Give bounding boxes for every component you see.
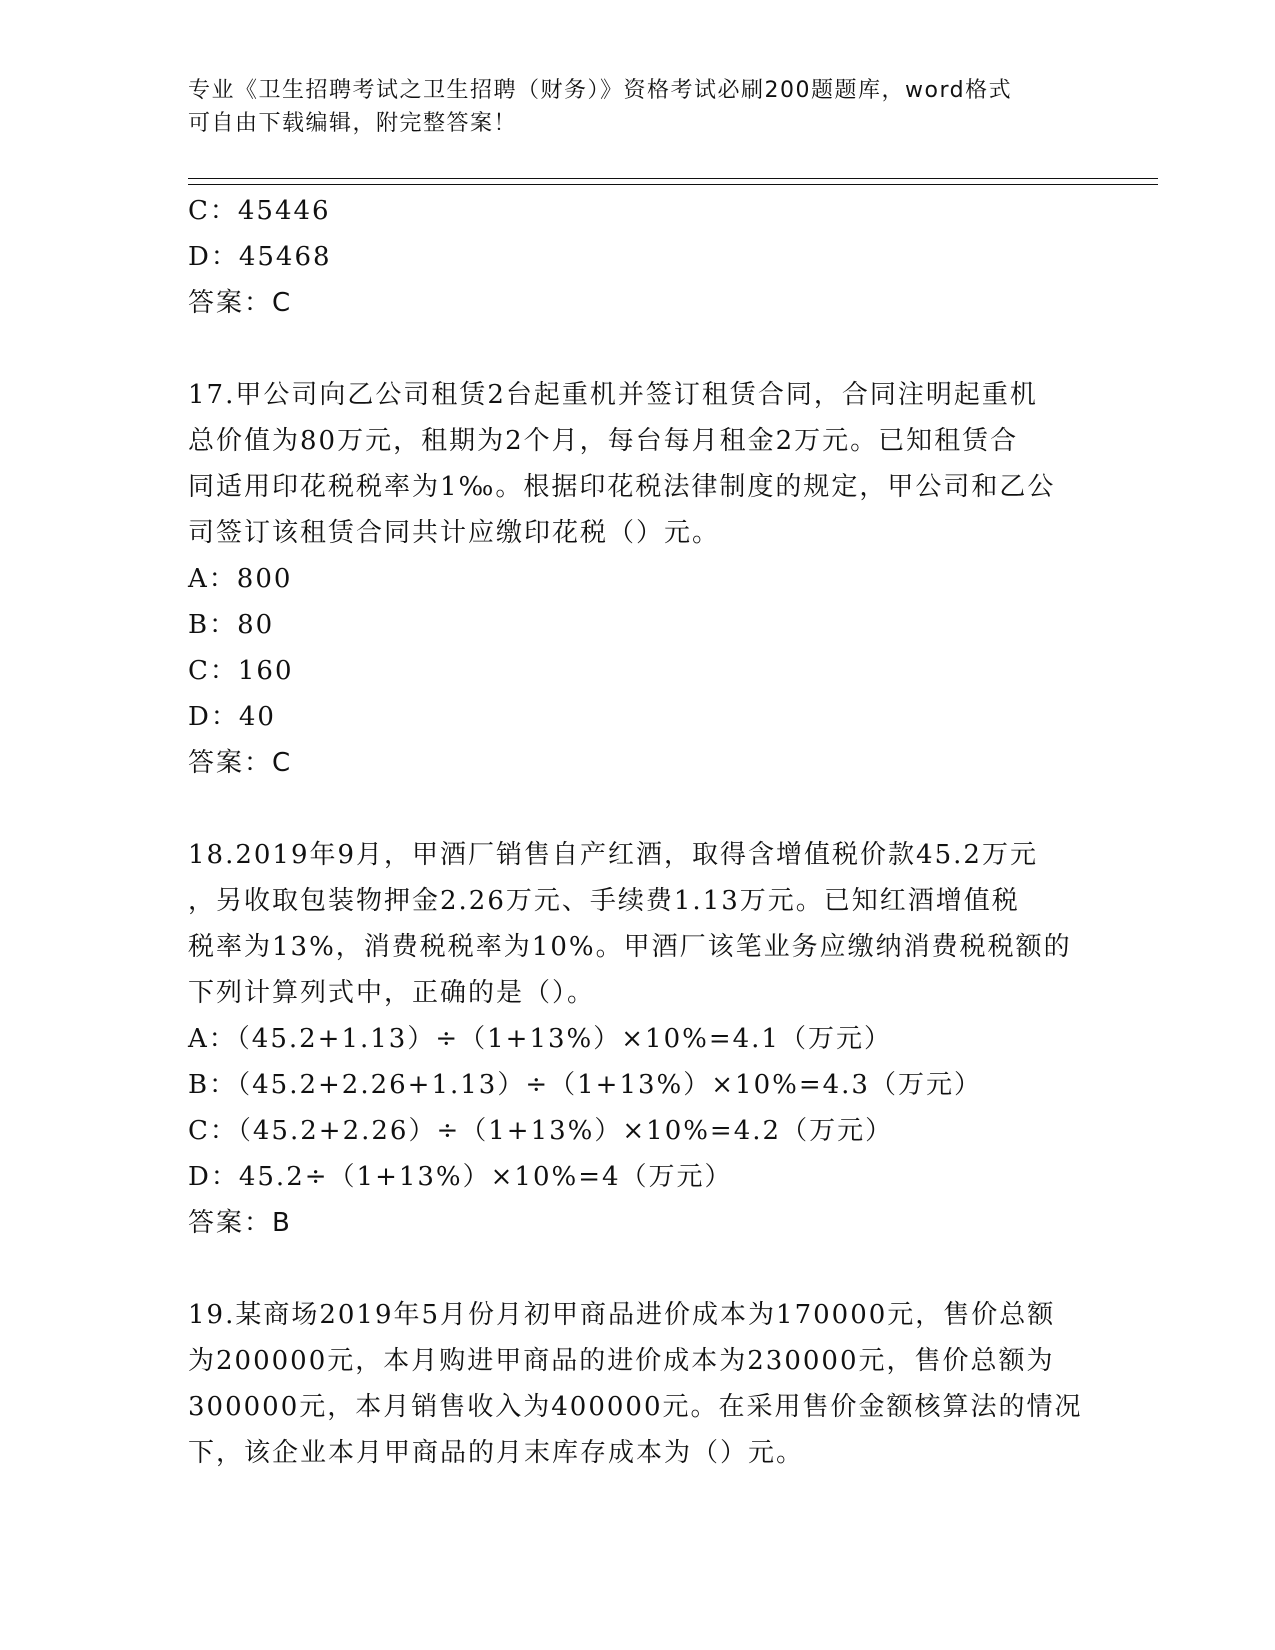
question-stem-line: 下，该企业本月甲商品的月末库存成本为（）元。	[188, 1438, 805, 1468]
header-divider-bottom	[188, 184, 1158, 185]
option-c: C：（45.2+2.26）÷（1+13%）×10%=4.2（万元）	[188, 1116, 894, 1146]
question-stem-line: 同适用印花税税率为1‰。根据印花税法律制度的规定，甲公司和乙公	[188, 472, 1056, 502]
header-title-line-1: 专业《卫生招聘考试之卫生招聘（财务）》资格考试必刷200题题库，word格式	[188, 78, 1013, 103]
option-c: C：160	[188, 656, 294, 686]
answer-line: 答案：C	[188, 748, 293, 778]
question-stem-line: 税率为13%，消费税税率为10%。甲酒厂该笔业务应缴纳消费税税额的	[188, 932, 1072, 962]
spacer	[188, 1246, 1088, 1292]
document-header	[188, 74, 1088, 140]
option-b: B：80	[188, 610, 275, 640]
question-17	[188, 372, 1088, 786]
header-divider-top	[188, 178, 1158, 179]
question-stem-line: 17.甲公司向乙公司租赁2台起重机并签订租赁合同，合同注明起重机	[188, 380, 1038, 410]
option-d: D：40	[188, 702, 276, 732]
option-a: A：（45.2+1.13）÷（1+13%）×10%=4.1（万元）	[188, 1024, 892, 1054]
question-stem-line: 300000元，本月销售收入为400000元。在采用售价金额核算法的情况	[188, 1392, 1083, 1422]
option-a: A：800	[188, 564, 293, 594]
spacer	[188, 786, 1088, 832]
header-title-line-2: 可自由下载编辑，附完整答案！	[188, 111, 518, 136]
question-stem-line: 总价值为80万元，租期为2个月，每台每月租金2万元。已知租赁合	[188, 426, 1019, 456]
question-stem-line: 19.某商场2019年5月份月初甲商品进价成本为170000元，售价总额	[188, 1300, 1056, 1330]
question-stem-line: 18.2019年9月，甲酒厂销售自产红酒，取得含增值税价款45.2万元	[188, 840, 1038, 870]
question-18	[188, 832, 1088, 1246]
question-stem-line: 司签订该租赁合同共计应缴印花税（）元。	[188, 518, 721, 548]
option-c: C：45446	[188, 196, 331, 226]
question-stem-line: 为200000元，本月购进甲商品的进价成本为230000元，售价总额为	[188, 1346, 1055, 1376]
answer-line: 答案：B	[188, 1208, 292, 1238]
question-stem-line: ，另收取包装物押金2.26万元、手续费1.13万元。已知红酒增值税	[188, 886, 1020, 916]
question-19	[188, 1292, 1088, 1476]
answer-line: 答案：C	[188, 288, 293, 318]
question-content	[188, 188, 1088, 1476]
question-16-tail	[188, 188, 1088, 326]
option-b: B：（45.2+2.26+1.13）÷（1+13%）×10%=4.3（万元）	[188, 1070, 982, 1100]
question-stem-line: 下列计算列式中，正确的是（）。	[188, 978, 596, 1008]
spacer	[188, 326, 1088, 372]
option-d: D：45.2÷（1+13%）×10%=4（万元）	[188, 1162, 733, 1192]
option-d: D：45468	[188, 242, 332, 272]
